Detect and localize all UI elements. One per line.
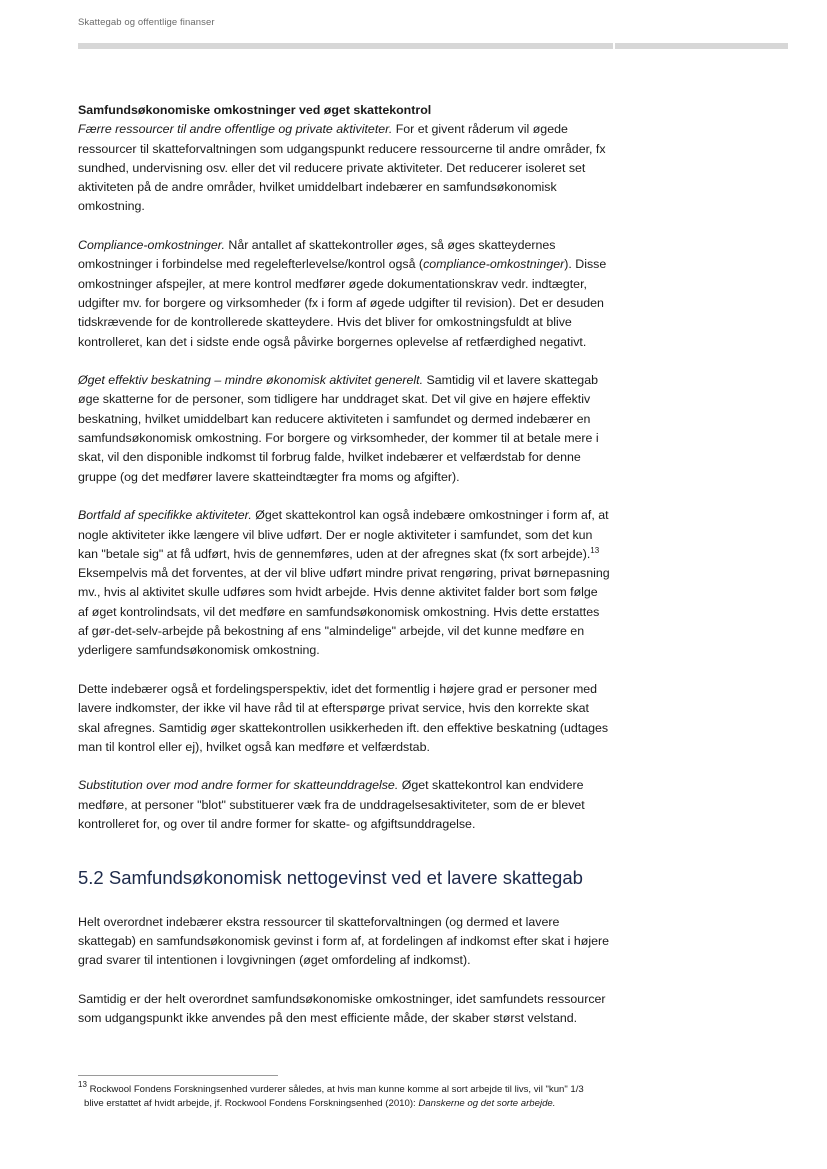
paragraph-omkostninger [78,101,611,217]
paragraph-lead: Øget effektiv beskatning – mindre økonomisk aktivitet generelt. [78,373,424,388]
paragraph-text: Når antallet af skattekontroller øges, så øges skatteydernes omkostninger i forbindelse med regelefterlevelse/kontrol også ( [78,238,556,272]
paragraph-substitution [78,776,611,834]
paragraph-effektiv-beskatning [78,371,611,487]
paragraph-lead: Compliance-omkostninger. [78,238,225,253]
paragraph-text: Dette indebærer også et fordelingsperspektiv, idet det formentlig i højere grad er personer med lavere indkomster, der ikke vil have råd til at efterspørge privat service, hvis den korrekte skat skal afregnes. Samtidig øger skattekontrollen usikkerheden ift. den effektive beskatning (udtages man til kontrol eller ej), hvilket også kan medføre et velfærdstab. [78,681,609,754]
paragraph-text: Helt overordnet indebærer ekstra ressourcer til skatteforvaltningen (og dermed et lavere skattegab) en samfundsøkonomisk gevinst i form af, at fordelingen af indkomst efter skat i højere grad svarer til intentionen i lovgivningen (øget omfordeling af indkomst). [78,914,609,968]
sub-heading: Samfundsøkonomiske omkostninger ved øget skattekontrol [78,103,432,117]
paragraph-compliance [78,236,611,352]
paragraph-text: ). Disse omkostninger afspejler, at mere kontrol medfører øgede dokumentationskrav vedr. indtægter, udgifter mv. for borgere og virksomheder (fx i form af øgede udgifter til revision). Det er desuden tidskrævende for de kontrollerede skatteydere. Hvis det bliver for omkostningsfuldt at blive kontrolleret, kan det i sidste ende også påvirke borgernes oplevelse af retfærdighed negativt. [78,257,607,349]
header-rule [78,43,788,49]
paragraph-lead: Substitution over mod andre former for skatteunddragelse. [78,778,399,793]
header-rule-tick [613,43,615,49]
footnote-line [78,1080,584,1095]
footnote-text: blive erstattet af hvidt arbejde, jf. Rockwool Fondens Forskningsenhed (2010): [84,1098,419,1109]
running-header: Skattegab og offentlige finanser [78,17,215,28]
paragraph-lead: Bortfald af specifikke aktiviteter. [78,508,252,523]
paragraph-text: For et givent råderum vil øgede ressourcer til skatteforvaltningen som udgangspunkt reducere ressourcerne til andre områder, fx sundhed, undervisning osv. eller det vil reducere private aktiviteter. Det reducerer isoleret set aktiviteten på de andre områder, hvilket umiddelbart indebærer en samfundsøkonomisk omkostning. [78,122,606,214]
footnote-continuation [78,1097,618,1111]
paragraph-gevinst [78,913,611,971]
footnote-emphasis: Danskerne og det sorte arbejde. [418,1098,556,1109]
paragraph-bortfald [78,506,611,660]
paragraph-lead: Færre ressourcer til andre offentlige og private aktiviteter. [78,122,393,137]
paragraph-text: Øget skattekontrol kan også indebære omkostninger i form af, at nogle aktiviteter ikke længere vil blive udført. Der er nogle aktiviteter i samfundet, som det kun kan "betale sig" at få udført, hvis de gennemføres, uden at der afregnes skat (fx sort arbejde). [78,508,609,561]
paragraph-samtidig [78,990,611,1029]
paragraph-text: Samtidig vil et lavere skattegab øge skatterne for de personer, som tidligere har unddraget skat. Det vil give en højere effektiv beskatning, hvilket umiddelbart kan reducere aktiviteten i samfundet og dermed indebærer en samfundsøkonomisk omkostning. For borgere og virksomheder, der kommer til at betale mere i skat, vil den disponible indkomst til forbrug falde, hvilket indebærer et velfærdstab for denne gruppe (og det medfører lavere skatteindtægter fra moms og afgifter). [78,373,599,484]
footnote-rule [78,1075,278,1076]
footnote-number: 13 [78,1080,87,1089]
footnote [78,1080,618,1111]
document-body [78,101,611,1028]
paragraph-text: Øget skattekontrol kan endvidere medføre, at personer "blot" substituerer væk fra de unddragelsesaktiviteter, som de er blevet kontrolleret for, og over til andre former for skatte- og afgiftsunddragelse. [78,778,585,831]
paragraph-text: Samtidig er der helt overordnet samfundsøkonomiske omkostninger, idet samfundets ressourcer som udgangspunkt ikke anvendes på den mest efficiente måde, der skaber størst velstand. [78,991,606,1026]
section-title: 5.2 Samfundsøkonomisk nettogevinst ved et lavere skattegab [78,866,583,888]
paragraph-text: Eksempelvis må det forventes, at der vil blive udført mindre privat rengøring, privat børnepasning mv., hvis al aktivitet skulle udføres som hvidt arbejde. Hvis denne aktivitet falder bort som følge af øget kontrolindsats, vil det medføre en samfundsøkonomisk omkostning. Hvis dette erstattes af gør-det-selv-arbejde på bekostning af ens "almindelige" arbejde, vil det kunne medføre en yderligere samfundsøkonomisk omkostning. [78,566,610,658]
inline-emphasis: compliance-omkostninger [423,257,565,272]
footnote-text: Rockwool Fondens Forskningsenhed vurderer således, at hvis man kunne komme al sort arbejde til livs, vil "kun" 1/3 [86,1084,584,1095]
footnote-ref[interactable]: 13 [590,545,600,555]
paragraph-fordeling [78,680,611,757]
